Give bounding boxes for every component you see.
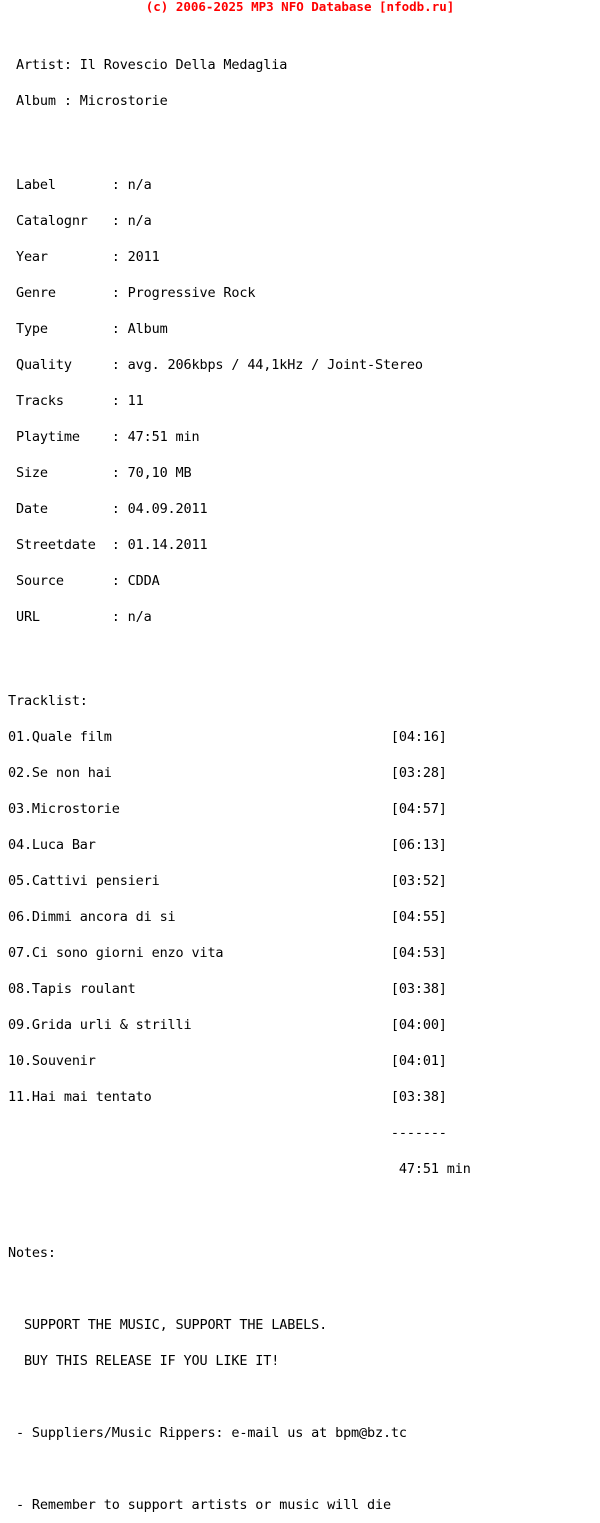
track-row: 02.Se non hai [03:28] — [8, 765, 447, 781]
track-row: 11.Hai mai tentato [03:38] — [8, 1089, 447, 1105]
track-row: 07.Ci sono giorni enzo vita [04:53] — [8, 945, 447, 961]
track-row: 10.Souvenir [04:01] — [8, 1053, 447, 1069]
info-tracks: Tracks : 11 — [8, 393, 144, 409]
nfodb-banner: (c) 2006-2025 MP3 NFO Database [nfodb.ru] — [145, 0, 455, 14]
info-date: Date : 04.09.2011 — [8, 501, 208, 517]
info-type: Type : Album — [8, 321, 168, 337]
blank-line — [8, 1391, 471, 1403]
info-genre: Genre : Progressive Rock — [8, 285, 256, 301]
track-row: 05.Cattivi pensieri [03:52] — [8, 873, 447, 889]
track-row: 09.Grida urli & strilli [04:00] — [8, 1017, 447, 1033]
info-streetdate: Streetdate : 01.14.2011 — [8, 537, 208, 553]
nfo-text-block — [8, 35, 471, 1523]
support-line-2: BUY THIS RELEASE IF YOU LIKE IT! — [8, 1353, 280, 1369]
blank-line — [8, 647, 471, 659]
info-label: Label : n/a — [8, 177, 152, 193]
blank-line — [8, 1283, 471, 1295]
track-row: 01.Quale film [04:16] — [8, 729, 447, 745]
info-catalognr: Catalognr : n/a — [8, 213, 152, 229]
support-line-1: SUPPORT THE MUSIC, SUPPORT THE LABELS. — [8, 1317, 328, 1333]
info-source: Source : CDDA — [8, 573, 160, 589]
blank-line — [8, 1463, 471, 1475]
info-quality: Quality : avg. 206kbps / 44,1kHz / Joint-Stereo — [8, 357, 423, 373]
info-size: Size : 70,10 MB — [8, 465, 192, 481]
album-line: Album : Microstorie — [8, 93, 168, 109]
remember-line: - Remember to support artists or music will die — [8, 1497, 391, 1513]
tracklist-heading: Tracklist: — [8, 693, 88, 709]
info-year: Year : 2011 — [8, 249, 160, 265]
track-row: 04.Luca Bar [06:13] — [8, 837, 447, 853]
blank-line — [8, 1199, 471, 1211]
track-row: 08.Tapis roulant [03:38] — [8, 981, 447, 997]
suppliers-line: - Suppliers/Music Rippers: e-mail us at bpm@bz.tc — [8, 1425, 407, 1441]
artist-line: Artist: Il Rovescio Della Medaglia — [8, 57, 288, 73]
track-row: 06.Dimmi ancora di si [04:55] — [8, 909, 447, 925]
info-playtime: Playtime : 47:51 min — [8, 429, 200, 445]
blank-line — [8, 131, 471, 143]
track-row: 03.Microstorie [04:57] — [8, 801, 447, 817]
notes-heading: Notes: — [8, 1245, 56, 1261]
total-playtime: 47:51 min — [8, 1161, 471, 1177]
info-url: URL : n/a — [8, 609, 152, 625]
total-separator: ------- — [8, 1125, 447, 1141]
